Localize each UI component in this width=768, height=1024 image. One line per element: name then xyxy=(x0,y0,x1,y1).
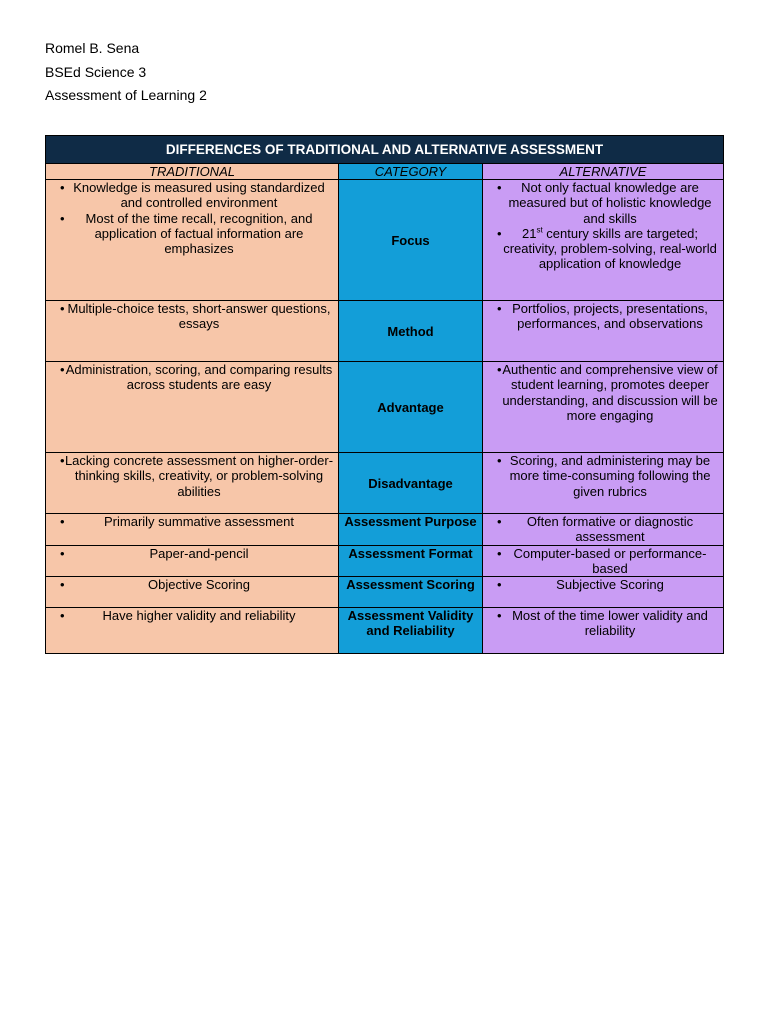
bullet-icon: • xyxy=(497,301,502,317)
table-row xyxy=(46,301,724,362)
bullet-icon: • xyxy=(60,301,65,317)
category-cell: Method xyxy=(339,301,483,362)
bullet-icon: • xyxy=(60,180,65,196)
traditional-cell xyxy=(46,608,339,654)
table-title: DIFFERENCES OF TRADITIONAL AND ALTERNATIVE ASSESSMENT xyxy=(46,136,724,164)
header-alternative: ALTERNATIVE xyxy=(483,164,724,180)
bullet-icon: • xyxy=(497,514,502,530)
traditional-cell xyxy=(46,180,339,301)
table-row xyxy=(46,608,724,654)
list-item: • Objective Scoring xyxy=(60,577,250,593)
table-row xyxy=(46,180,724,301)
table-row xyxy=(46,545,724,576)
alternative-cell xyxy=(483,362,724,453)
list-item: • Administration, scoring, and comparing results across students are easy xyxy=(60,362,333,393)
alternative-cell xyxy=(483,301,724,362)
bullet-icon: • xyxy=(60,545,65,561)
traditional-cell xyxy=(46,453,339,514)
column-header-row xyxy=(46,164,724,180)
bullet-icon: • xyxy=(60,453,65,469)
bullet-icon: • xyxy=(497,545,502,561)
bullet-icon: • xyxy=(497,577,502,593)
bullet-icon: • xyxy=(60,577,65,593)
list-item: • 21st century skills are targeted; creativity, problem-solving, real-world application of knowledge xyxy=(497,225,717,272)
alternative-cell xyxy=(483,180,724,301)
table-row xyxy=(46,514,724,545)
alternative-cell xyxy=(483,545,724,576)
table-row xyxy=(46,577,724,608)
category-cell: Assessment Scoring xyxy=(339,577,483,608)
alternative-cell xyxy=(483,453,724,514)
list-item: • Most of the time lower validity and reliability xyxy=(497,608,708,639)
list-item: • Scoring, and administering may be more time-consuming following the given rubrics xyxy=(497,453,711,499)
author-name: Romel B. Sena xyxy=(45,40,140,56)
bullet-icon: • xyxy=(60,608,65,624)
category-cell: Focus xyxy=(339,180,483,301)
course-section: BSEd Science 3 xyxy=(45,63,147,80)
traditional-cell xyxy=(46,577,339,608)
list-item: • Computer-based or performance-based xyxy=(497,545,707,576)
list-item: • Most of the time recall, recognition, and application of factual information are emphasizes xyxy=(60,210,313,257)
table-title-row xyxy=(46,136,724,164)
list-item: • Paper-and-pencil xyxy=(60,545,249,561)
alternative-cell xyxy=(483,577,724,608)
alternative-cell xyxy=(483,608,724,654)
bullet-icon: • xyxy=(60,210,65,226)
category-cell: Assessment Purpose xyxy=(339,514,483,545)
header-category: CATEGORY xyxy=(339,164,483,180)
bullet-icon: • xyxy=(60,362,65,378)
traditional-cell xyxy=(46,362,339,453)
traditional-cell xyxy=(46,301,339,362)
list-item: • Portfolios, projects, presentations, performances, and observations xyxy=(497,301,708,332)
bullet-icon: • xyxy=(60,514,65,530)
bullet-icon: • xyxy=(497,453,502,469)
category-cell: Disadvantage xyxy=(339,453,483,514)
document-header xyxy=(45,37,207,108)
list-item: • Have higher validity and reliability xyxy=(60,608,296,624)
header-traditional: TRADITIONAL xyxy=(46,164,339,180)
category-cell: Assessment Format xyxy=(339,545,483,576)
list-item: • Primarily summative assessment xyxy=(60,514,294,530)
category-cell: Assessment Validity and Reliability xyxy=(339,608,483,654)
list-item: • Not only factual knowledge are measured but of holistic knowledge and skills xyxy=(497,180,712,226)
bullet-icon: • xyxy=(497,608,502,624)
traditional-cell xyxy=(46,514,339,545)
list-item: • Often formative or diagnostic assessment xyxy=(497,514,694,545)
list-item: • Knowledge is measured using standardized and controlled environment xyxy=(60,180,325,211)
comparison-table xyxy=(45,135,724,654)
list-item: • Lacking concrete assessment on higher-order-thinking skills, creativity, or problem-solving abilities xyxy=(60,453,334,499)
bullet-icon: • xyxy=(497,362,502,378)
list-item: • Multiple-choice tests, short-answer questions, essays xyxy=(60,301,331,332)
bullet-icon: • xyxy=(497,225,502,241)
bullet-icon: • xyxy=(497,180,502,196)
list-item: • Authentic and comprehensive view of student learning, promotes deeper understanding, and discussion will be more engaging xyxy=(497,362,718,423)
table-row xyxy=(46,453,724,514)
alternative-cell xyxy=(483,514,724,545)
subject-title: Assessment of Learning 2 xyxy=(45,87,207,103)
category-cell: Advantage xyxy=(339,362,483,453)
list-item: • Subjective Scoring xyxy=(497,577,664,593)
traditional-cell xyxy=(46,545,339,576)
table-row xyxy=(46,362,724,453)
